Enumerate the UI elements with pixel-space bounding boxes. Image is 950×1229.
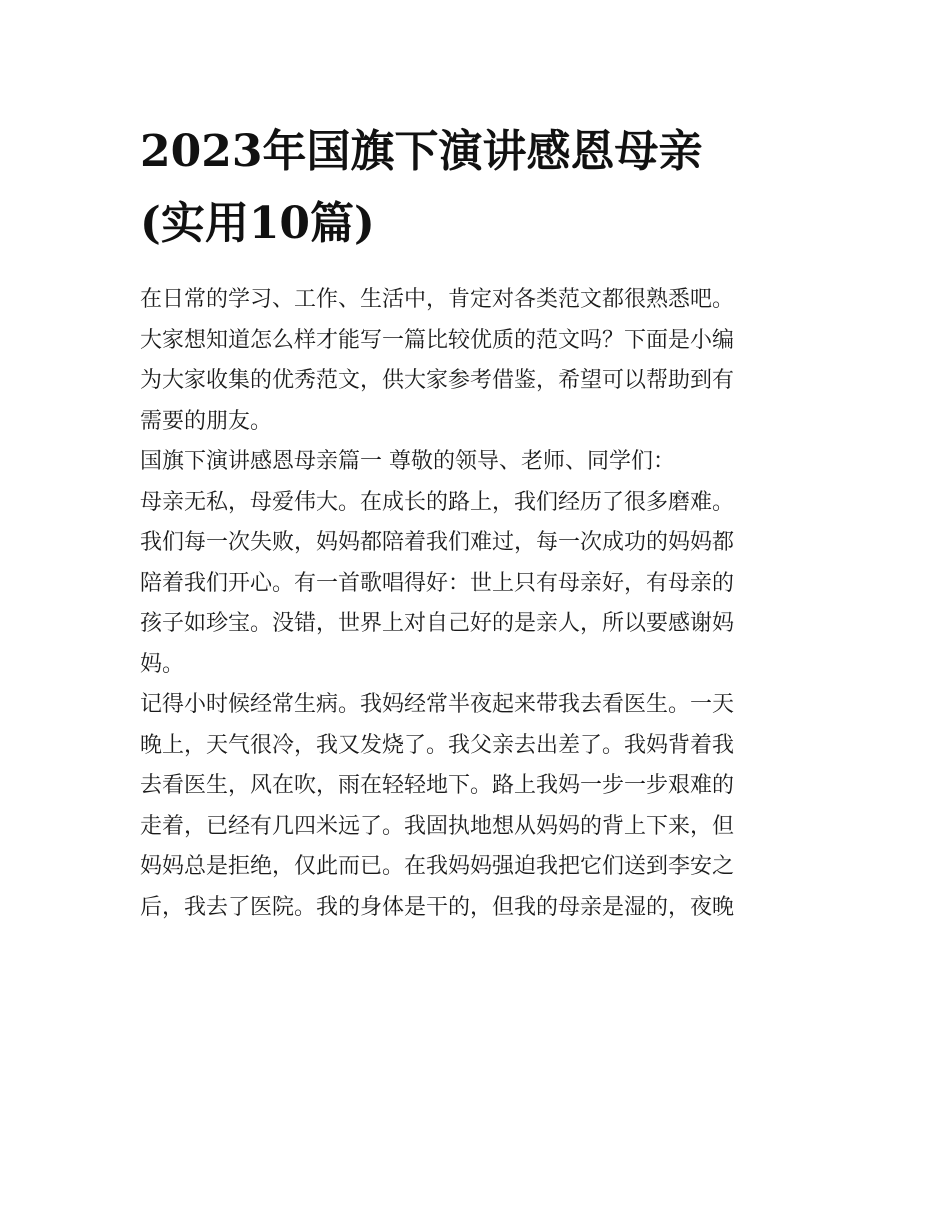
body-line: 为大家收集的优秀范文，供大家参考借鉴，希望可以帮助到有 [140,368,735,393]
body-line: 大家想知道怎么样才能写一篇比较优质的范文吗？下面是小编 [140,327,735,353]
document-title [140,116,820,260]
body-line: 后，我去了医院。我的身体是干的，但我的母亲是湿的，夜晚 [140,894,735,920]
body-line: 在日常的学习、工作、生活中，肯定对各类范文都很熟悉吧。 [140,287,735,312]
body-line: 记得小时候经常生病。我妈经常半夜起来带我去看医生。一天 [140,692,735,717]
body-line: 去看医生，风在吹，雨在轻轻地下。路上我妈一步一步艰难的 [140,773,735,798]
body-line: 妈。 [140,651,185,677]
title-line: 2023年国旗下演讲感恩母亲 [140,126,703,177]
body-line: 妈妈总是拒绝，仅此而已。在我妈妈强迫我把它们送到李安之 [140,854,735,879]
title-line: (实用10篇) [140,198,375,249]
body-line: 需要的朋友。 [140,408,273,434]
body-line: 晚上，天气很冷，我又发烧了。我父亲去出差了。我妈背着我 [140,732,735,758]
body-line: 陪着我们开心。有一首歌唱得好：世上只有母亲好，有母亲的 [140,570,735,596]
body-line: 我们每一次失败，妈妈都陪着我们难过，每一次成功的妈妈都 [140,530,735,555]
section-heading-line: 国旗下演讲感恩母亲篇一 尊敬的领导、老师、同学们： [140,449,675,474]
body-line: 孩子如珍宝。没错，世界上对自己好的是亲人，所以要感谢妈 [140,611,735,636]
document-body [140,280,820,928]
body-line: 走着，已经有几四米远了。我固执地想从妈妈的背上下来，但 [140,813,735,839]
body-line: 母亲无私，母爱伟大。在成长的路上，我们经历了很多磨难。 [140,489,735,515]
